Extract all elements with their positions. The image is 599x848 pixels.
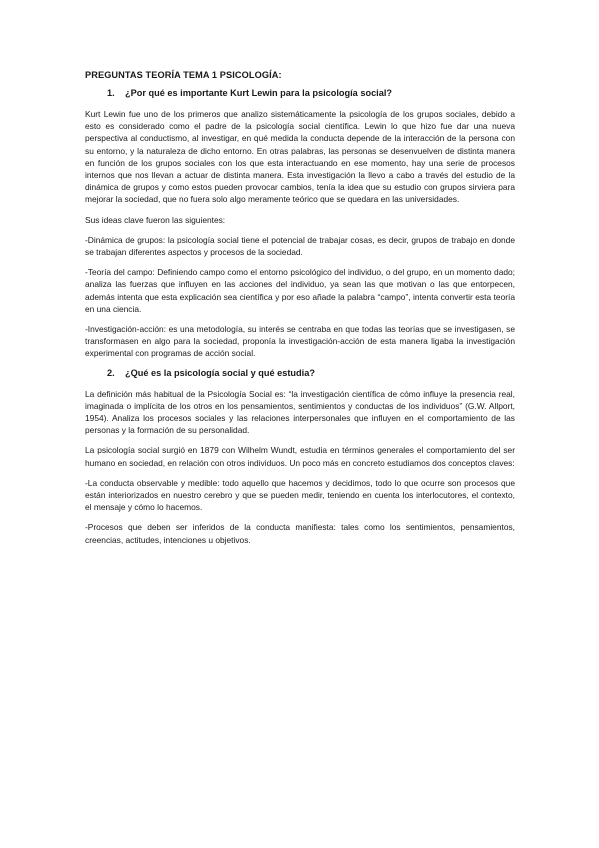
question-section-2	[85, 368, 515, 546]
question-text: ¿Qué es la psicología social y qué estudia?	[125, 367, 315, 378]
paragraph: Sus ideas clave fueron las siguientes:	[85, 214, 226, 225]
question-number: 1.	[107, 88, 115, 98]
question-heading	[107, 88, 515, 98]
paragraph: -Investigación-acción: es una metodología, su interés se centraba en que todas las teorías que se investigasen, se transformasen en algo para la sociedad, proponía la investigación-acción de esta manera ligaba la investigación experimental con programas de acción social.	[85, 324, 515, 359]
question-text: ¿Por qué es importante Kurt Lewin para la psicología social?	[125, 88, 393, 98]
question-heading	[107, 368, 515, 378]
question-number: 2.	[107, 367, 115, 378]
question-section-1	[85, 88, 515, 360]
document-content	[85, 70, 515, 554]
paragraph: Kurt Lewin fue uno de los primeros que analizo sistemáticamente la psicología de los grupos sociales, debido a esto es considerado como el padre de la psicología social científica. Lewin lo que hizo fue dar una nueva perspectiva al conductismo, al investigar, en qué medida la conducta depende de la interacción de la persona con su entorno, y la naturaleza de dicho entorno. En otras palabras, las personas se desenvuelven de distinta manera en función de los grupos sociales con los que esta interactuando en ese momento, hay una serie de procesos internos que nos llevan a actuar de distinta manera. Esta investigación la llevo a cabo a través del estudio de la dinámica de grupos y como estos pueden provocar cambios, tenía la idea que su estudio con grupos sirviera para mejorar la sociedad, que no fuera solo algo meramente teórico que se quedara en las universidades.	[85, 109, 515, 205]
paragraph: La definición más habitual de la Psicología Social es: “la investigación científica de cómo influye la presencia real, imaginada o implícita de los otros en los pensamientos, sentimientos y conductas de los individuos” (G.W. Allport, 1954). Analiza los procesos sociales y las relaciones interpersonales que influyen en el comportamiento de las personas y la formación de su personalidad.	[85, 388, 515, 436]
paragraph: -Dinámica de grupos: la psicología social tiene el potencial de trabajar cosas, es decir, grupos de trabajo en donde se trabajan diferentes aspectos y procesos de la sociedad.	[85, 234, 515, 258]
document-title: PREGUNTAS TEORÍA TEMA 1 PSICOLOGÍA:	[85, 70, 282, 80]
paragraph: -La conducta observable y medible: todo aquello que hacemos y decidimos, todo lo que ocurre son procesos que están interiorizados en nuestro cerebro y que se pueden medir, teniendo en cuenta los interlocutores, el contexto, el mensaje y cómo lo hacemos.	[85, 477, 515, 513]
paragraph: La psicología social surgió en 1879 con Wilhelm Wundt, estudia en términos generales el comportamiento del ser humano en sociedad, en relación con otros individuos. Un poco más en concreto estudiamos dos conceptos claves:	[85, 445, 515, 468]
paragraph: -Procesos que deben ser inferidos de la conducta manifiesta: tales como los sentimientos, pensamientos, creencias, actitudes, intenciones u objetivos.	[85, 522, 515, 545]
paragraph: -Teoría del campo: Definiendo campo como el entorno psicológico del individuo, o del grupo, en un momento dado; analiza las fuerzas que influyen en las acciones del individuo, ya sean las que motivan o las que entorpecen, además intenta que esta explicación sea científica y por eso añade la palabra “campo”, intenta convertir esta teoría en una ciencia.	[85, 267, 515, 314]
